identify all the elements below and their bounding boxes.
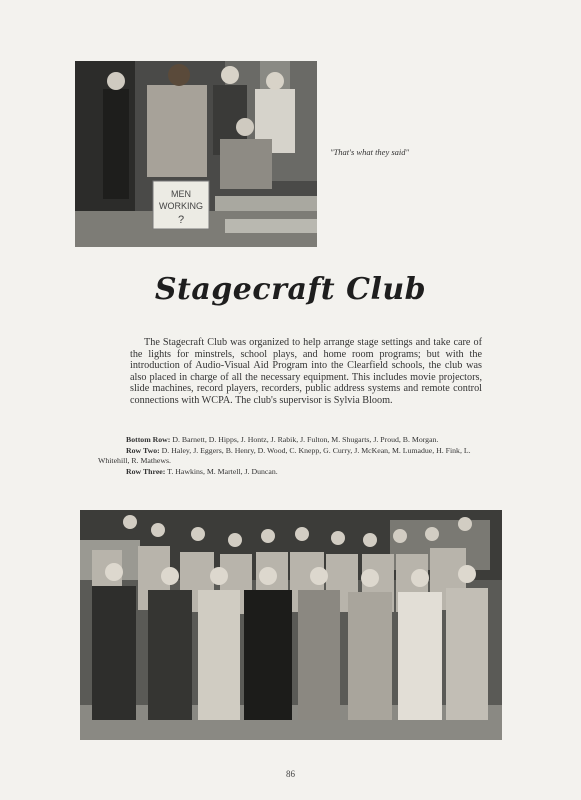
group-photo [80, 510, 502, 740]
sign-text-1: MEN [171, 189, 191, 199]
row-three [98, 467, 482, 478]
row-label: Row Two: [126, 445, 160, 455]
row-bottom [98, 435, 482, 446]
row-names: D. Barnett, D. Hipps, J. Hontz, J. Rabik, J. Fulton, M. Shugarts, J. Proud, B. Morgan. [172, 435, 439, 444]
page-title: Stagecraft Club [154, 272, 427, 307]
sign-text-3: ? [177, 214, 185, 226]
club-description: The Stagecraft Club was organized to help arrange stage settings and take care of the lights for minstrels, school plays, and home room programs; but with the introduction of Audio-Visual Aid Program into the Clearfield schools, the club was also placed in charge of all the necessary equipment. This includes movie projectors, slide machines, record players, recorders, public address systems and remote control connections with WCPA. The club's supervisor is Sylvia Bloom. [130, 337, 482, 406]
stage-crew-photo-image [75, 61, 317, 247]
row-names: D. Haley, J. Eggers, B. Henry, D. Wood, C. Knepp, G. Curry, J. McKean, M. Lumadue, H. Fink, L. Whitehill, R. Mathews. [98, 445, 471, 465]
photo-caption: "That's what they said" [330, 147, 410, 157]
group-photo-image [80, 510, 502, 740]
row-label: Bottom Row: [126, 435, 171, 444]
page-number: 86 [286, 769, 295, 779]
row-two [98, 446, 482, 467]
row-label: Row Three: [126, 466, 166, 476]
sign-text-2: WORKING [159, 201, 203, 211]
stage-crew-photo [75, 61, 317, 247]
row-names: T. Hawkins, M. Martell, J. Duncan. [167, 466, 278, 476]
member-rows [98, 435, 482, 477]
